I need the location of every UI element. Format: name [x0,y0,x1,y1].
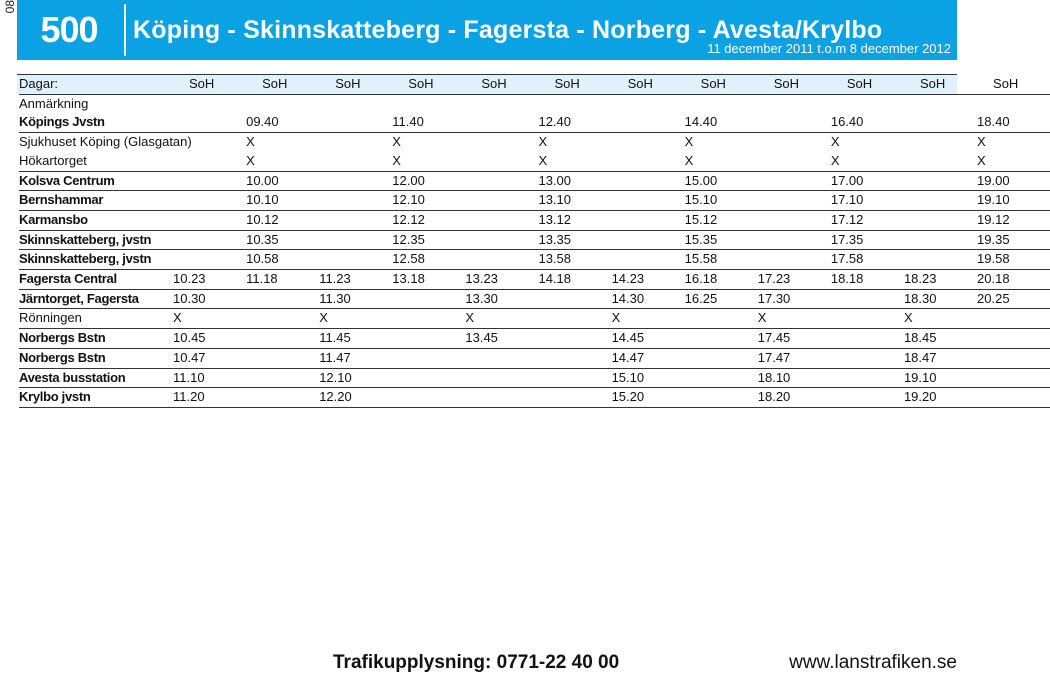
departure-time-cell: 16.40 [831,113,904,132]
departure-time-cell [319,133,392,152]
departure-time-cell [831,368,904,388]
departure-time-cell [319,230,392,250]
departure-time-cell: 19.10 [977,191,1050,211]
stop-name: Bernshammar [19,191,173,211]
departure-time-cell: X [246,134,255,150]
stop-name: Rönningen [19,309,173,329]
departure-time-cell [319,94,392,113]
departure-time-cell: 14.45 [612,329,685,349]
departure-time-cell: 20.18 [977,270,1050,290]
departure-time-cell: 11.45 [319,329,392,349]
departure-time-cell [758,191,831,211]
departure-time-cell: X [392,134,401,150]
departure-time-cell: 18.47 [904,348,977,368]
departure-time-cell: 10.23 [173,270,246,290]
departure-time-cell: 13.58 [538,250,611,270]
timetable-row [19,210,1050,230]
departure-time-cell: 19.35 [977,230,1050,250]
timetable-row [19,289,1050,309]
day-type-cell: SoH [612,75,685,94]
departure-time-cell: X [538,134,548,150]
departure-time-cell: 11.10 [173,368,246,388]
table-top-rule [17,74,957,75]
departure-time-cell: X [612,309,685,329]
timetable [19,75,1050,408]
timetable-row [19,270,1050,290]
departure-time-cell: 18.45 [904,329,977,349]
departure-time-cell: 10.12 [246,210,319,230]
departure-time-cell [904,250,977,270]
timetable-row [19,94,1050,113]
stop-name: Köpings Jvstn [19,113,173,132]
departure-time-cell: X [538,152,611,171]
departure-time-cell [465,152,538,171]
departure-time-cell [319,210,392,230]
traffic-info-phone: Trafikupplysning: 0771-22 40 00 [333,652,620,673]
departure-time-cell [831,388,904,408]
page-number: 08 [3,0,17,14]
departure-time-cell [904,113,977,132]
departure-time-cell [173,113,246,132]
departure-time-cell: 18.23 [904,270,977,290]
departure-time-cell [977,388,1050,408]
route-header [17,0,957,60]
departure-time-cell: 10.47 [173,348,246,368]
timetable-row [19,152,1050,171]
timetable-row [19,329,1050,349]
departure-time-cell [904,133,977,152]
departure-time-cell [904,152,977,171]
timetable-row [19,250,1050,270]
departure-time-cell [538,309,611,329]
departure-time-cell [831,309,904,329]
departure-time-cell: X [319,309,392,329]
departure-time-cell [173,230,246,250]
departure-time-cell [538,388,611,408]
departure-time-cell: 12.00 [392,171,465,191]
departure-time-cell: 17.23 [758,270,831,290]
departure-time-cell: 13.35 [538,230,611,250]
departure-time-cell [758,250,831,270]
departure-time-cell: 19.10 [904,368,977,388]
departure-time-cell [758,171,831,191]
departure-time-cell [758,133,831,152]
departure-time-cell [831,348,904,368]
departure-time-cell [246,329,319,349]
timetable-row [19,348,1050,368]
departure-time-cell [538,289,611,309]
departure-time-cell: 11.23 [319,270,392,290]
days-row [19,75,1050,94]
departure-time-cell [173,191,246,211]
departure-time-cell: 14.30 [612,289,685,309]
departure-time-cell [758,230,831,250]
departure-time-cell [977,309,1050,329]
departure-time-cell [685,388,758,408]
departure-time-cell: 14.40 [685,113,758,132]
departure-time-cell [685,309,758,329]
stop-name: Norbergs Bstn [19,348,173,368]
departure-time-cell [538,348,611,368]
departure-time-cell [612,191,685,211]
stop-name: Anmärkning [19,95,89,111]
departure-time-cell: 17.47 [758,348,831,368]
departure-time-cell: 17.35 [831,230,904,250]
day-type-cell: SoH [685,75,758,94]
route-number: 500 [40,9,98,50]
route-title: Köping - Skinnskatteberg - Fagersta - Norberg - Avesta/Krylbo [133,16,883,44]
departure-time-cell: 13.30 [465,289,538,309]
departure-time-cell [392,388,465,408]
departure-time-cell [465,113,538,132]
departure-time-cell [465,348,538,368]
departure-time-cell [465,210,538,230]
departure-time-cell [173,152,246,171]
departure-time-cell [465,191,538,211]
departure-time-cell: 11.20 [173,388,246,408]
departure-time-cell [685,348,758,368]
timetable-row [19,133,1050,152]
timetable-row [19,388,1050,408]
day-type-cell: SoH [319,75,392,94]
departure-time-cell [319,171,392,191]
stop-name: Järntorget, Fagersta [19,289,173,309]
departure-time-cell [612,94,685,113]
departure-time-cell: X [684,134,694,150]
departure-time-cell: 16.18 [685,270,758,290]
departure-time-cell [612,210,685,230]
departure-time-cell [612,230,685,250]
timetable-row [19,171,1050,191]
departure-time-cell: 14.23 [612,270,685,290]
departure-time-cell: 12.58 [392,250,465,270]
departure-time-cell [465,388,538,408]
stop-name: Norbergs Bstn [19,329,173,349]
departure-time-cell: 10.58 [246,250,319,270]
departure-time-cell: X [977,134,986,150]
departure-time-cell [246,368,319,388]
website-link[interactable]: www.lanstrafiken.se [789,652,957,673]
departure-time-cell [465,133,538,152]
departure-time-cell: 19.20 [904,388,977,408]
departure-time-cell: 15.35 [685,230,758,250]
departure-time-cell [612,113,685,132]
departure-time-cell [685,368,758,388]
stop-name: Avesta busstation [19,368,173,388]
departure-time-cell: 15.10 [685,191,758,211]
departure-time-cell: X [685,152,758,171]
departure-time-cell: 18.18 [831,270,904,290]
departure-time-cell [392,94,465,113]
departure-time-cell: 13.45 [465,329,538,349]
departure-time-cell: 19.58 [977,250,1050,270]
departure-time-cell [538,94,611,113]
departure-time-cell [904,171,977,191]
validity-period: 11 december 2011 t.o.m 8 december 2012 [707,41,951,56]
departure-time-cell [465,368,538,388]
departure-time-cell [392,289,465,309]
day-type-cell: SoH [758,75,831,94]
departure-time-cell: 17.10 [831,191,904,211]
departure-time-cell: 10.35 [246,230,319,250]
departure-time-cell [758,210,831,230]
departure-time-cell [612,250,685,270]
departure-time-cell [758,113,831,132]
departure-time-cell [977,368,1050,388]
departure-time-cell [685,329,758,349]
day-type-cell: SoH [392,75,465,94]
stop-name: Skinnskatteberg, jvstn [19,230,173,250]
day-type-cell: SoH [904,75,977,94]
departure-time-cell [319,113,392,132]
departure-time-cell: 13.18 [392,270,465,290]
departure-time-cell: X [831,152,904,171]
departure-time-cell: 14.18 [538,270,611,290]
departure-time-cell: X [904,309,977,329]
departure-time-cell [904,230,977,250]
departure-time-cell: 15.58 [685,250,758,270]
departure-time-cell [246,309,319,329]
departure-time-cell: 20.25 [977,289,1050,309]
departure-time-cell [758,152,831,171]
departure-time-cell: X [173,309,246,329]
departure-time-cell: 10.45 [173,329,246,349]
departure-time-cell [246,94,319,113]
departure-time-cell: 12.35 [392,230,465,250]
departure-time-cell: X [830,134,840,150]
departure-time-cell: 18.10 [758,368,831,388]
departure-time-cell: 16.25 [685,289,758,309]
departure-time-cell: 11.47 [319,348,392,368]
departure-time-cell [612,133,685,152]
departure-time-cell [538,329,611,349]
departure-time-cell [392,348,465,368]
departure-time-cell [465,250,538,270]
departure-time-cell: 09.40 [246,113,319,132]
departure-time-cell [977,94,1050,113]
day-type-cell: SoH [173,75,246,94]
departure-time-cell: 10.00 [246,171,319,191]
days-label: Dagar: [19,75,173,94]
departure-time-cell [465,230,538,250]
departure-time-cell [465,171,538,191]
timetable-row [19,230,1050,250]
departure-time-cell [319,152,392,171]
departure-time-cell: X [977,152,1050,171]
day-type-cell: SoH [831,75,904,94]
departure-time-cell: 18.30 [904,289,977,309]
stop-name: Hökartorget [19,152,173,171]
stop-name: Fagersta Central [19,270,173,290]
day-type-cell: SoH [246,75,319,94]
departure-time-cell [319,250,392,270]
departure-time-cell: 15.20 [612,388,685,408]
departure-time-cell: 15.12 [685,210,758,230]
timetable-row [19,113,1050,132]
timetable-row [19,309,1050,329]
departure-time-cell [612,152,685,171]
departure-time-cell: 17.00 [831,171,904,191]
departure-time-cell [392,309,465,329]
departure-time-cell: 11.40 [392,113,465,132]
departure-time-cell [246,348,319,368]
departure-time-cell [173,210,246,230]
departure-time-cell [758,94,831,113]
departure-time-cell: 13.12 [538,210,611,230]
departure-time-cell [685,94,758,113]
departure-time-cell: 10.10 [246,191,319,211]
departure-time-cell [173,250,246,270]
departure-time-cell: 17.12 [831,210,904,230]
departure-time-cell [977,348,1050,368]
departure-time-cell [904,191,977,211]
departure-time-cell [904,210,977,230]
departure-time-cell: X [392,152,465,171]
departure-time-cell [904,94,977,113]
departure-time-cell [538,368,611,388]
departure-time-cell: 17.30 [758,289,831,309]
departure-time-cell: 12.20 [319,388,392,408]
departure-time-cell: 17.58 [831,250,904,270]
stop-name: Skinnskatteberg, jvstn [19,250,173,270]
departure-time-cell [173,94,246,113]
departure-time-cell [831,289,904,309]
departure-time-cell: 13.00 [538,171,611,191]
departure-time-cell [173,171,246,191]
departure-time-cell [246,388,319,408]
stop-name: Karmansbo [19,210,173,230]
departure-time-cell: 12.10 [319,368,392,388]
departure-time-cell [831,329,904,349]
departure-time-cell [246,289,319,309]
departure-time-cell: 17.45 [758,329,831,349]
departure-time-cell [612,171,685,191]
departure-time-cell [831,94,904,113]
departure-time-cell: 19.12 [977,210,1050,230]
departure-time-cell: X [465,309,538,329]
departure-time-cell: 15.10 [612,368,685,388]
departure-time-cell: 13.23 [465,270,538,290]
departure-time-cell: 12.12 [392,210,465,230]
stop-name: Kolsva Centrum [19,171,173,191]
departure-time-cell: 11.18 [246,270,319,290]
departure-time-cell: 19.00 [977,171,1050,191]
departure-time-cell: 12.10 [392,191,465,211]
stop-name: Sjukhuset Köping (Glasgatan) [19,134,192,150]
departure-time-cell: 14.47 [612,348,685,368]
stop-name: Krylbo jvstn [19,388,173,408]
day-type-cell: SoH [977,75,1050,94]
departure-time-cell: X [758,309,831,329]
day-type-cell: SoH [538,75,611,94]
day-type-cell: SoH [465,75,538,94]
timetable-row [19,368,1050,388]
departure-time-cell: X [246,152,319,171]
departure-time-cell: 15.00 [685,171,758,191]
departure-time-cell [977,329,1050,349]
departure-time-cell [465,94,538,113]
departure-time-cell: 18.40 [977,113,1050,132]
departure-time-cell: 11.30 [319,289,392,309]
departure-time-cell: 10.30 [173,289,246,309]
header-divider [124,4,126,56]
departure-time-cell [392,329,465,349]
timetable-row [19,191,1050,211]
departure-time-cell: 12.40 [538,113,611,132]
departure-time-cell: 13.10 [538,191,611,211]
departure-time-cell: 18.20 [758,388,831,408]
departure-time-cell [392,368,465,388]
departure-time-cell [319,191,392,211]
